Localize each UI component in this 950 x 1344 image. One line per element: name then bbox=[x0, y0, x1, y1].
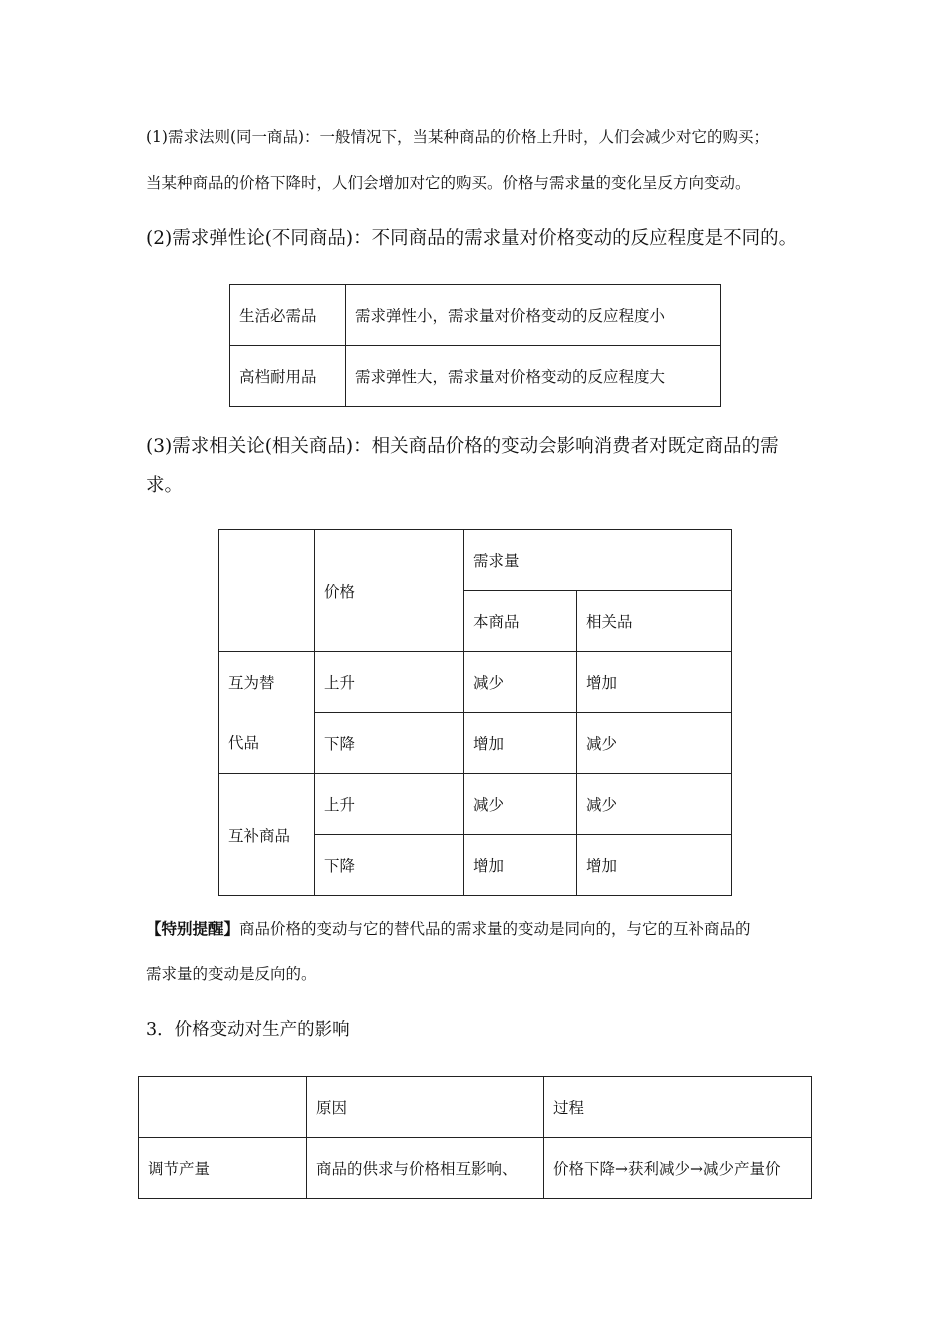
related-cell: 减少 bbox=[577, 713, 732, 774]
process-header: 过程 bbox=[544, 1077, 812, 1138]
goods-cell: 高档耐用品 bbox=[230, 346, 346, 407]
price-cell: 下降 bbox=[315, 713, 464, 774]
price-cell: 下降 bbox=[315, 835, 464, 896]
table-row bbox=[230, 346, 721, 407]
substitute-label-line2: 代品 bbox=[228, 733, 260, 752]
own-cell: 增加 bbox=[464, 835, 577, 896]
goods-cell: 生活必需品 bbox=[230, 285, 346, 346]
paragraph-elasticity: (2)需求弹性论(不同商品)：不同商品的需求量对价格变动的反应程度是不同的。 bbox=[146, 228, 798, 249]
related-cell: 减少 bbox=[577, 774, 732, 835]
process-cell: 价格下降→获利减少→减少产量价 bbox=[544, 1138, 812, 1199]
own-goods-header: 本商品 bbox=[464, 591, 577, 652]
empty-corner-cell bbox=[139, 1077, 307, 1138]
price-cell: 上升 bbox=[315, 774, 464, 835]
related-goods-table bbox=[218, 529, 732, 896]
desc-cell: 需求弹性大，需求量对价格变动的反应程度大 bbox=[346, 346, 721, 407]
paragraph-demand-law-line1: (1)需求法则(同一商品)：一般情况下，当某种商品的价格上升时，人们会减少对它的购买； bbox=[146, 128, 770, 146]
elasticity-table bbox=[229, 284, 721, 407]
paragraph-related-goods-line1: (3)需求相关论(相关商品)：相关商品价格的变动会影响消费者对既定商品的需 bbox=[146, 436, 779, 457]
paragraph-related-goods-line2: 求。 bbox=[146, 475, 184, 496]
related-cell: 增加 bbox=[577, 652, 732, 713]
special-tip-text: 商品价格的变动与它的替代品的需求量的变动是同向的，与它的互补商品的 bbox=[239, 920, 751, 938]
complement-label-cell: 互补商品 bbox=[219, 774, 315, 896]
reason-cell: 商品的供求与价格相互影响、 bbox=[307, 1138, 544, 1199]
desc-cell: 需求弹性小，需求量对价格变动的反应程度小 bbox=[346, 285, 721, 346]
price-header: 价格 bbox=[315, 530, 464, 652]
row-label-cell: 调节产量 bbox=[139, 1138, 307, 1199]
special-tip-line2: 需求量的变动是反向的。 bbox=[146, 965, 317, 983]
own-cell: 增加 bbox=[464, 713, 577, 774]
demand-header: 需求量 bbox=[464, 530, 732, 591]
special-tip-label: 【特别提醒】 bbox=[146, 919, 240, 938]
table-row bbox=[139, 1138, 812, 1199]
own-cell: 减少 bbox=[464, 652, 577, 713]
substitute-label-cell bbox=[219, 652, 315, 774]
reason-header: 原因 bbox=[307, 1077, 544, 1138]
production-impact-table bbox=[138, 1076, 812, 1199]
table-row bbox=[219, 530, 732, 591]
paragraph-demand-law-line2: 当某种商品的价格下降时，人们会增加对它的购买。价格与需求量的变化呈反方向变动。 bbox=[146, 174, 751, 192]
special-tip-line1 bbox=[146, 917, 751, 939]
section-3-title: 3．价格变动对生产的影响 bbox=[146, 1020, 350, 1040]
own-cell: 减少 bbox=[464, 774, 577, 835]
table-row bbox=[139, 1077, 812, 1138]
related-goods-header: 相关品 bbox=[577, 591, 732, 652]
related-cell: 增加 bbox=[577, 835, 732, 896]
table-row bbox=[230, 285, 721, 346]
substitute-label-line1: 互为替 bbox=[228, 673, 275, 692]
price-cell: 上升 bbox=[315, 652, 464, 713]
table-row bbox=[219, 652, 732, 713]
table-row bbox=[219, 774, 732, 835]
empty-corner-cell bbox=[219, 530, 315, 652]
